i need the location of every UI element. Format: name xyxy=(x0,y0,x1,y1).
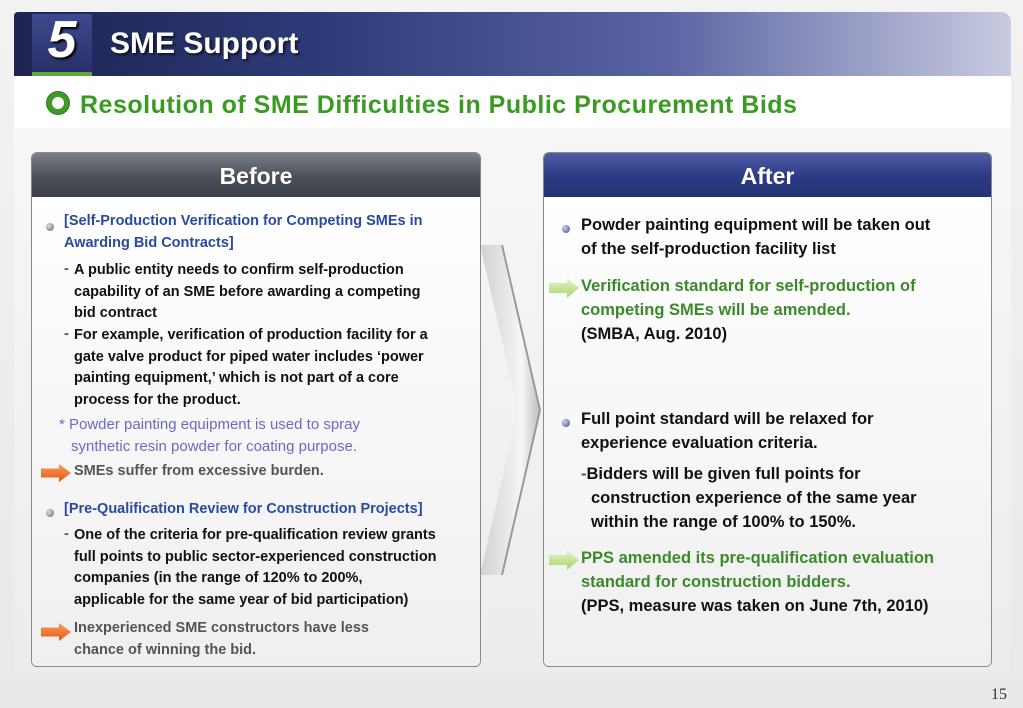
before-panel xyxy=(31,152,481,667)
after-item2-sub: -Bidders will be given full points for construction experience of the same year within the range of 100% to 150%. xyxy=(581,465,917,531)
section-number-badge xyxy=(32,11,92,76)
arrow-right-icon xyxy=(549,550,579,570)
bullet-icon xyxy=(46,509,54,517)
before-item1-title: [Self-Production Verification for Competing SMEs in Awarding Bid Contracts] xyxy=(64,213,423,251)
ring-bullet-icon xyxy=(47,92,69,114)
bullet-icon xyxy=(562,225,570,233)
slide-subtitle: Resolution of SME Difficulties in Public Procurement Bids xyxy=(80,91,798,119)
after-action2: PPS amended its pre-qualification evaluation standard for construction bidders. xyxy=(581,549,934,591)
after-action1: Verification standard for self-production of competing SMEs will be amended. xyxy=(581,277,916,319)
after-action2-note: (PPS, measure was taken on June 7th, 2010) xyxy=(581,597,929,615)
before-item1-point1: A public entity needs to confirm self-production capability of an SME before awarding a competing bid contract xyxy=(74,262,421,321)
dash-bullet-icon: - xyxy=(64,526,69,542)
bullet-icon xyxy=(562,419,570,427)
before-result1: SMEs suffer from excessive burden. xyxy=(74,463,324,479)
chevron-right-icon xyxy=(478,245,546,575)
before-note: * Powder painting equipment is used to spray synthetic resin powder for coating purpose. xyxy=(59,416,361,455)
slide-title: SME Support xyxy=(110,27,299,60)
after-heading: After xyxy=(544,153,991,197)
after-item2: Full point standard will be relaxed for experience evaluation criteria. xyxy=(581,410,874,452)
dash-bullet-icon: - xyxy=(64,326,69,342)
before-heading: Before xyxy=(32,153,480,197)
dash-bullet-icon: - xyxy=(64,261,69,277)
after-item1: Powder painting equipment will be taken out of the self-production facility list xyxy=(581,216,931,258)
section-number: 5 xyxy=(47,11,77,69)
bullet-icon xyxy=(46,223,54,231)
before-item2-point1: One of the criteria for pre-qualification review grants full points to public sector-experienced construction companies (in the range of 120% to 200%, applicable for the same year of bid participation) xyxy=(74,527,437,608)
arrow-right-icon xyxy=(41,623,71,641)
arrow-right-icon xyxy=(549,278,579,298)
after-panel xyxy=(543,152,992,667)
page-number: 15 xyxy=(991,686,1007,703)
after-body xyxy=(544,197,991,666)
before-body xyxy=(32,197,480,666)
arrow-right-icon xyxy=(41,464,71,482)
after-action1-note: (SMBA, Aug. 2010) xyxy=(581,325,728,343)
before-result2: Inexperienced SME constructors have less chance of winning the bid. xyxy=(74,620,369,658)
before-item2-title: [Pre-Qualification Review for Construction Projects] xyxy=(64,501,423,517)
before-item1-point2: For example, verification of production facility for a gate valve product for piped water includes ‘power painting equipment,’ which is not part of a core process for the product. xyxy=(74,327,428,408)
